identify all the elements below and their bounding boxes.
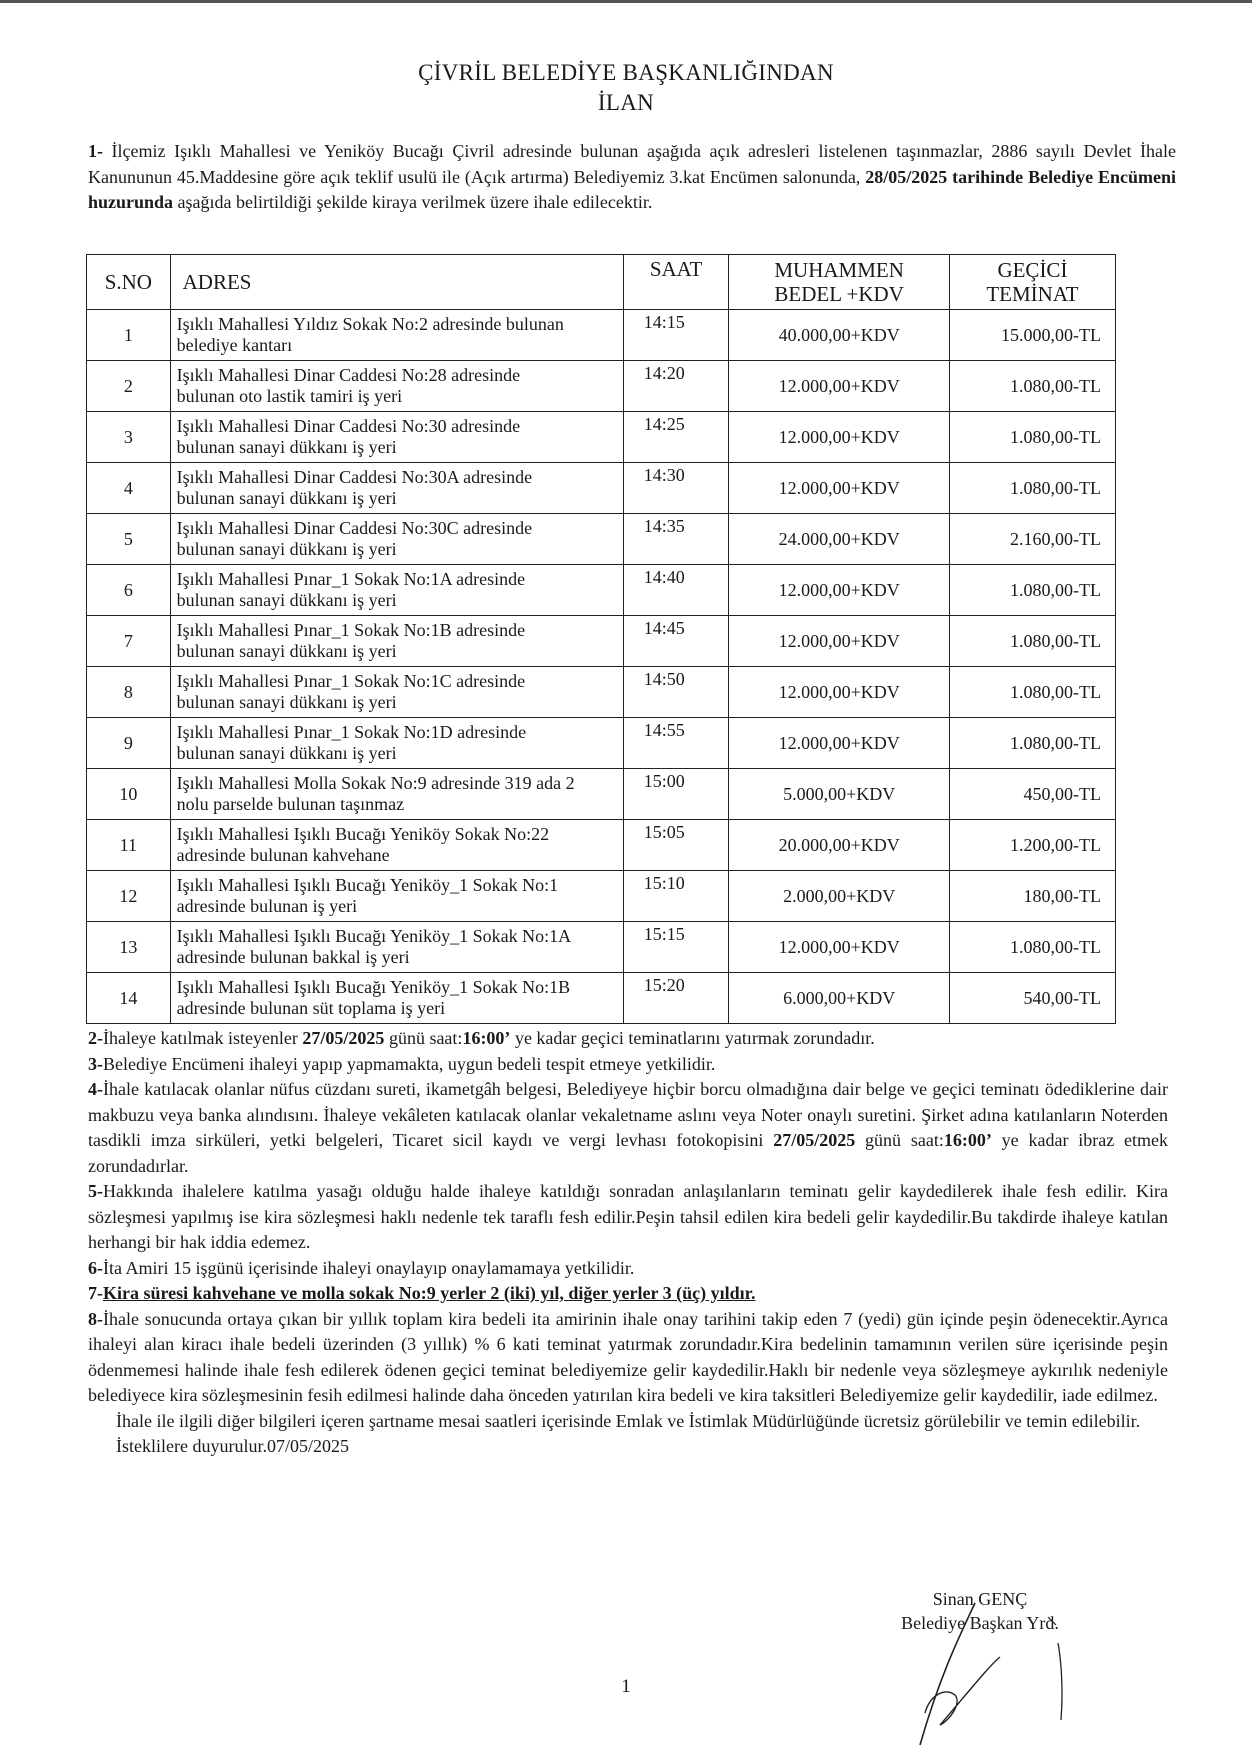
para-2-date: 27/05/2025 (302, 1028, 385, 1048)
cell-adres-line2: bulunan sanayi dükkanı iş yeri (176, 641, 397, 661)
header-teminat-1: GEÇİCİ (997, 258, 1068, 282)
cell-teminat: 1.080,00-TL (949, 565, 1115, 616)
cell-sno: 8 (87, 667, 171, 718)
cell-teminat: 1.080,00-TL (949, 718, 1115, 769)
cell-sno: 1 (87, 310, 171, 361)
cell-teminat: 15.000,00-TL (949, 310, 1115, 361)
cell-teminat: 1.080,00-TL (949, 667, 1115, 718)
cell-adres-line2: bulunan sanayi dükkanı iş yeri (176, 743, 397, 763)
para-6-number: 6- (88, 1257, 103, 1278)
cell-adres-line2: bulunan sanayi dükkanı iş yeri (176, 539, 397, 559)
cell-sno: 11 (87, 820, 171, 871)
cell-adres-line1: Işıklı Mahallesi Dinar Caddesi No:30C adresinde (176, 518, 533, 538)
cell-sno: 13 (87, 922, 171, 973)
cell-bedel: 6.000,00+KDV (729, 973, 949, 1024)
cell-adres (170, 718, 623, 769)
cell-teminat: 1.200,00-TL (949, 820, 1115, 871)
cell-bedel: 12.000,00+KDV (729, 616, 949, 667)
para-4-text-a: İhale katılacak olanlar nüfus cüzdanı sureti, ikametgâh belgesi, Belediyeye hiçbir borcu olmadığına dair belge ve geçici teminatı ödediklerine dair makbuzu veya banka alındısını. İhaleye vekâleten katılacak olanlar vekaletname aslını veya Noter onaylı suretini. Şirket adına katılanların Noterden tasdikli imza sirküleri, yetki belgeleri, Ticaret sicil kaydı ve vergi levhası fotokopisini (88, 1079, 1168, 1150)
intro-number: 1- (88, 141, 103, 161)
cell-sno: 10 (87, 769, 171, 820)
cell-adres-line2: bulunan sanayi dükkanı iş yeri (176, 692, 397, 712)
cell-adres-line1: Işıklı Mahallesi Yıldız Sokak No:2 adresinde bulunan (176, 314, 564, 334)
cell-adres-line1: Işıklı Mahallesi Pınar_1 Sokak No:1A adresinde (176, 569, 526, 589)
cell-saat: 14:50 (623, 667, 729, 718)
cell-teminat: 540,00-TL (949, 973, 1115, 1024)
header-title: ÇİVRİL BELEDİYE BAŞKANLIĞINDAN (418, 60, 834, 85)
para-2-text-c: ye kadar geçici teminatlarını yatırmak zorundadır. (510, 1028, 875, 1048)
header-teminat-2: TEMİNAT (986, 282, 1079, 306)
cell-teminat: 1.080,00-TL (949, 616, 1115, 667)
table-row (87, 361, 1116, 412)
cell-bedel: 12.000,00+KDV (729, 718, 949, 769)
cell-sno: 2 (87, 361, 171, 412)
cell-adres-line1: Işıklı Mahallesi Işıklı Bucağı Yeniköy_1 Sokak No:1 (176, 875, 559, 895)
para-7 (88, 1281, 1168, 1307)
cell-sno: 12 (87, 871, 171, 922)
intro-text-b: aşağıda belirtildiği şekilde kiraya verilmek üzere ihale edilecektir. (173, 192, 653, 212)
page-number: 1 (621, 1676, 631, 1697)
intro-text-a: İlçemiz Işıklı Mahallesi ve Yeniköy Bucağı Çivril adresinde bulunan aşağıda açık adresleri listelenen taşınmazlar, 2886 sayılı Devlet İhale Kanununun 45.Maddesine göre açık teklif usulü ile (Açık artırma) Belediyemiz 3.kat Encümen salonunda, (88, 141, 1176, 187)
cell-adres-line2: bulunan oto lastik tamiri iş yeri (176, 386, 403, 406)
para-2-time: 16:00’ (462, 1028, 511, 1048)
header-sno: S.NO (87, 255, 171, 310)
cell-adres (170, 769, 623, 820)
header-adres: ADRES (170, 255, 623, 310)
cell-adres (170, 463, 623, 514)
header-bedel-2: BEDEL +KDV (774, 282, 904, 306)
cell-adres-line1: Işıklı Mahallesi Pınar_1 Sokak No:1B adresinde (176, 620, 526, 640)
para-5 (88, 1179, 1168, 1256)
cell-saat: 14:40 (623, 565, 729, 616)
para-4 (88, 1077, 1168, 1179)
cell-saat: 15:05 (623, 820, 729, 871)
para-8-text: İhale sonucunda ortaya çıkan bir yıllık toplam kira bedeli ita amirinin ihale onay tarihini takip eden 7 (yedi) gün içinde peşin ödenecektir.Ayrıca ihaleyi alan kiracı ihale bedeli üzerinden (3 yıllık) % 6 kati teminat yatırmak zorundadır.Kira bedelinin tamamının verilen süre içerisinde peşin ödenmemesi halinde ihale fesh edilerek ödenen geçici teminat belediyemize gelir kaydedilir.Haklı bir nedenle veya sözleşmeye aykırılık nedeniyle belediyece kira sözleşmesinin fesih edilmesi halinde daha önceden yatırılan kira bedeli ve kira taksitleri Belediyemize gelir kaydedilir, iade edilmez. (88, 1308, 1168, 1405)
para-6-text: İta Amiri 15 işgünü içerisinde ihaleyi onaylayıp onaylamamaya yetkilidir. (103, 1257, 635, 1278)
top-border (0, 0, 1252, 3)
table-row (87, 310, 1116, 361)
cell-adres (170, 616, 623, 667)
cell-adres-line2: adresinde bulunan kahvehane (176, 845, 390, 865)
cell-bedel: 12.000,00+KDV (729, 463, 949, 514)
cell-adres-line2: bulunan sanayi dükkanı iş yeri (176, 437, 397, 457)
table-row (87, 922, 1116, 973)
cell-bedel: 24.000,00+KDV (729, 514, 949, 565)
cell-adres (170, 565, 623, 616)
para-8 (88, 1307, 1168, 1409)
para-7-number: 7- (88, 1283, 103, 1303)
para-3 (88, 1052, 1168, 1078)
handwritten-signature (880, 1595, 1080, 1755)
header-bedel (729, 255, 949, 310)
cell-adres-line1: Işıklı Mahallesi Işıklı Bucağı Yeniköy_1 Sokak No:1B (176, 977, 571, 997)
cell-adres (170, 412, 623, 463)
table-row (87, 820, 1116, 871)
cell-saat: 15:20 (623, 973, 729, 1024)
cell-saat: 14:25 (623, 412, 729, 463)
cell-adres-line1: Işıklı Mahallesi Pınar_1 Sokak No:1D adresinde (176, 722, 527, 742)
table-row (87, 718, 1116, 769)
cell-teminat: 1.080,00-TL (949, 361, 1115, 412)
cell-bedel: 12.000,00+KDV (729, 922, 949, 973)
cell-saat: 14:45 (623, 616, 729, 667)
para-3-text: Belediye Encümeni ihaleyi yapıp yapmamakta, uygun bedeli tespit etmeye yetkilidir. (103, 1053, 716, 1074)
para-4-time: 16:00’ (943, 1130, 992, 1150)
cell-sno: 3 (87, 412, 171, 463)
cell-adres (170, 514, 623, 565)
cell-adres-line2: adresinde bulunan iş yeri (176, 896, 358, 916)
cell-saat: 15:10 (623, 871, 729, 922)
cell-teminat: 450,00-TL (949, 769, 1115, 820)
cell-adres-line1: Işıklı Mahallesi Dinar Caddesi No:30A adresinde (176, 467, 533, 487)
para-8-number: 8- (88, 1308, 103, 1329)
cell-bedel: 12.000,00+KDV (729, 667, 949, 718)
intro-bold: 28/05/2025 tarihinde Belediye Encümeni huzurunda (88, 166, 1176, 212)
cell-adres (170, 667, 623, 718)
para-5-number: 5- (88, 1181, 103, 1201)
cell-adres (170, 361, 623, 412)
para-4-text-c: ye kadar ibraz etmek zorundadırlar. (88, 1130, 1169, 1176)
para-2-number: 2- (88, 1028, 103, 1048)
signature-title: Belediye Başkan Yrd. (901, 1613, 1059, 1633)
cell-sno: 7 (87, 616, 171, 667)
para-4-number: 4- (88, 1079, 103, 1099)
cell-sno: 5 (87, 514, 171, 565)
cell-saat: 14:55 (623, 718, 729, 769)
para-4-date: 27/05/2025 (773, 1130, 856, 1150)
cell-adres-line2: nolu parselde bulunan taşınmaz (176, 794, 405, 814)
cell-adres-line1: Işıklı Mahallesi Dinar Caddesi No:28 adresinde (176, 365, 521, 385)
cell-adres (170, 973, 623, 1024)
cell-saat: 14:35 (623, 514, 729, 565)
table-row (87, 463, 1116, 514)
cell-sno: 14 (87, 973, 171, 1024)
table-row (87, 616, 1116, 667)
cell-sno: 9 (87, 718, 171, 769)
cell-teminat: 1.080,00-TL (949, 412, 1115, 463)
cell-adres-line2: bulunan sanayi dükkanı iş yeri (176, 488, 397, 508)
table-row (87, 565, 1116, 616)
header-subtitle: İLAN (597, 90, 655, 115)
para-2 (88, 1026, 1168, 1052)
cell-saat: 14:15 (623, 310, 729, 361)
para-5-text: Hakkında ihalelere katılma yasağı olduğu halde ihaleye katıldığı sonradan anlaşılanların teminatı gelir kaydedilerek ihale fesh edilir. Kira sözleşmesi yapılmış ise kira sözleşmesi haklı nedenle tek taraflı fesh edilir.Peşin tahsil edilen kira bedeli gelir kaydedilir.Bu takdirde ihaleye katılan herhangi bir hak iddia edemez. (88, 1181, 1168, 1252)
cell-adres-line2: adresinde bulunan süt toplama iş yeri (176, 998, 446, 1018)
cell-bedel: 12.000,00+KDV (729, 412, 949, 463)
cell-saat: 15:15 (623, 922, 729, 973)
para-9: İhale ile ilgili diğer bilgileri içeren şartname mesai saatleri içerisinde Emlak ve İstimlak Müdürlüğünde ücretsiz görülebilir ve temin edilebilir. (116, 1410, 1141, 1431)
cell-sno: 4 (87, 463, 171, 514)
cell-bedel: 2.000,00+KDV (729, 871, 949, 922)
cell-adres (170, 820, 623, 871)
cell-bedel: 20.000,00+KDV (729, 820, 949, 871)
para-10: İsteklilere duyurulur.07/05/2025 (116, 1436, 349, 1456)
cell-adres-line1: Işıklı Mahallesi Dinar Caddesi No:30 adresinde (176, 416, 521, 436)
table-row (87, 769, 1116, 820)
cell-saat: 14:30 (623, 463, 729, 514)
header-teminat (949, 255, 1115, 310)
cell-teminat: 1.080,00-TL (949, 463, 1115, 514)
table-row (87, 667, 1116, 718)
cell-adres-line1: Işıklı Mahallesi Pınar_1 Sokak No:1C adresinde (176, 671, 526, 691)
cell-adres-line2: adresinde bulunan bakkal iş yeri (176, 947, 410, 967)
cell-bedel: 5.000,00+KDV (729, 769, 949, 820)
header-bedel-1: MUHAMMEN (774, 258, 904, 282)
para-3-number: 3- (88, 1053, 103, 1074)
para-7-text: Kira süresi kahvehane ve molla sokak No:9 yerler 2 (iki) yıl, diğer yerler 3 (üç) yıldır. (103, 1283, 756, 1303)
cell-saat: 14:20 (623, 361, 729, 412)
para-2-text-a: İhaleye katılmak isteyenler (103, 1028, 303, 1048)
header-saat: SAAT (623, 255, 729, 310)
table-row (87, 514, 1116, 565)
property-table (86, 254, 1116, 1024)
cell-adres-line2: bulunan sanayi dükkanı iş yeri (176, 590, 397, 610)
cell-bedel: 12.000,00+KDV (729, 361, 949, 412)
signature-name: Sinan GENÇ (932, 1589, 1028, 1609)
cell-teminat: 1.080,00-TL (949, 922, 1115, 973)
cell-bedel: 40.000,00+KDV (729, 310, 949, 361)
table-row (87, 412, 1116, 463)
table-header-row (87, 255, 1116, 310)
intro-paragraph (88, 139, 1176, 216)
cell-adres-line1: Işıklı Mahallesi Işıklı Bucağı Yeniköy_1 Sokak No:1A (176, 926, 572, 946)
para-4-text-b: günü saat: (855, 1130, 944, 1150)
para-2-text-b: günü saat: (384, 1028, 463, 1048)
table-row (87, 871, 1116, 922)
cell-bedel: 12.000,00+KDV (729, 565, 949, 616)
cell-teminat: 2.160,00-TL (949, 514, 1115, 565)
para-6 (88, 1256, 1168, 1282)
cell-adres-line1: Işıklı Mahallesi Molla Sokak No:9 adresinde 319 ada 2 (176, 773, 575, 793)
cell-adres-line1: Işıklı Mahallesi Işıklı Bucağı Yeniköy Sokak No:22 (176, 824, 550, 844)
conditions-text (88, 1026, 1168, 1460)
cell-adres (170, 310, 623, 361)
cell-sno: 6 (87, 565, 171, 616)
cell-adres (170, 871, 623, 922)
cell-teminat: 180,00-TL (949, 871, 1115, 922)
cell-adres-line2: belediye kantarı (176, 335, 293, 355)
cell-saat: 15:00 (623, 769, 729, 820)
cell-adres (170, 922, 623, 973)
table-row (87, 973, 1116, 1024)
